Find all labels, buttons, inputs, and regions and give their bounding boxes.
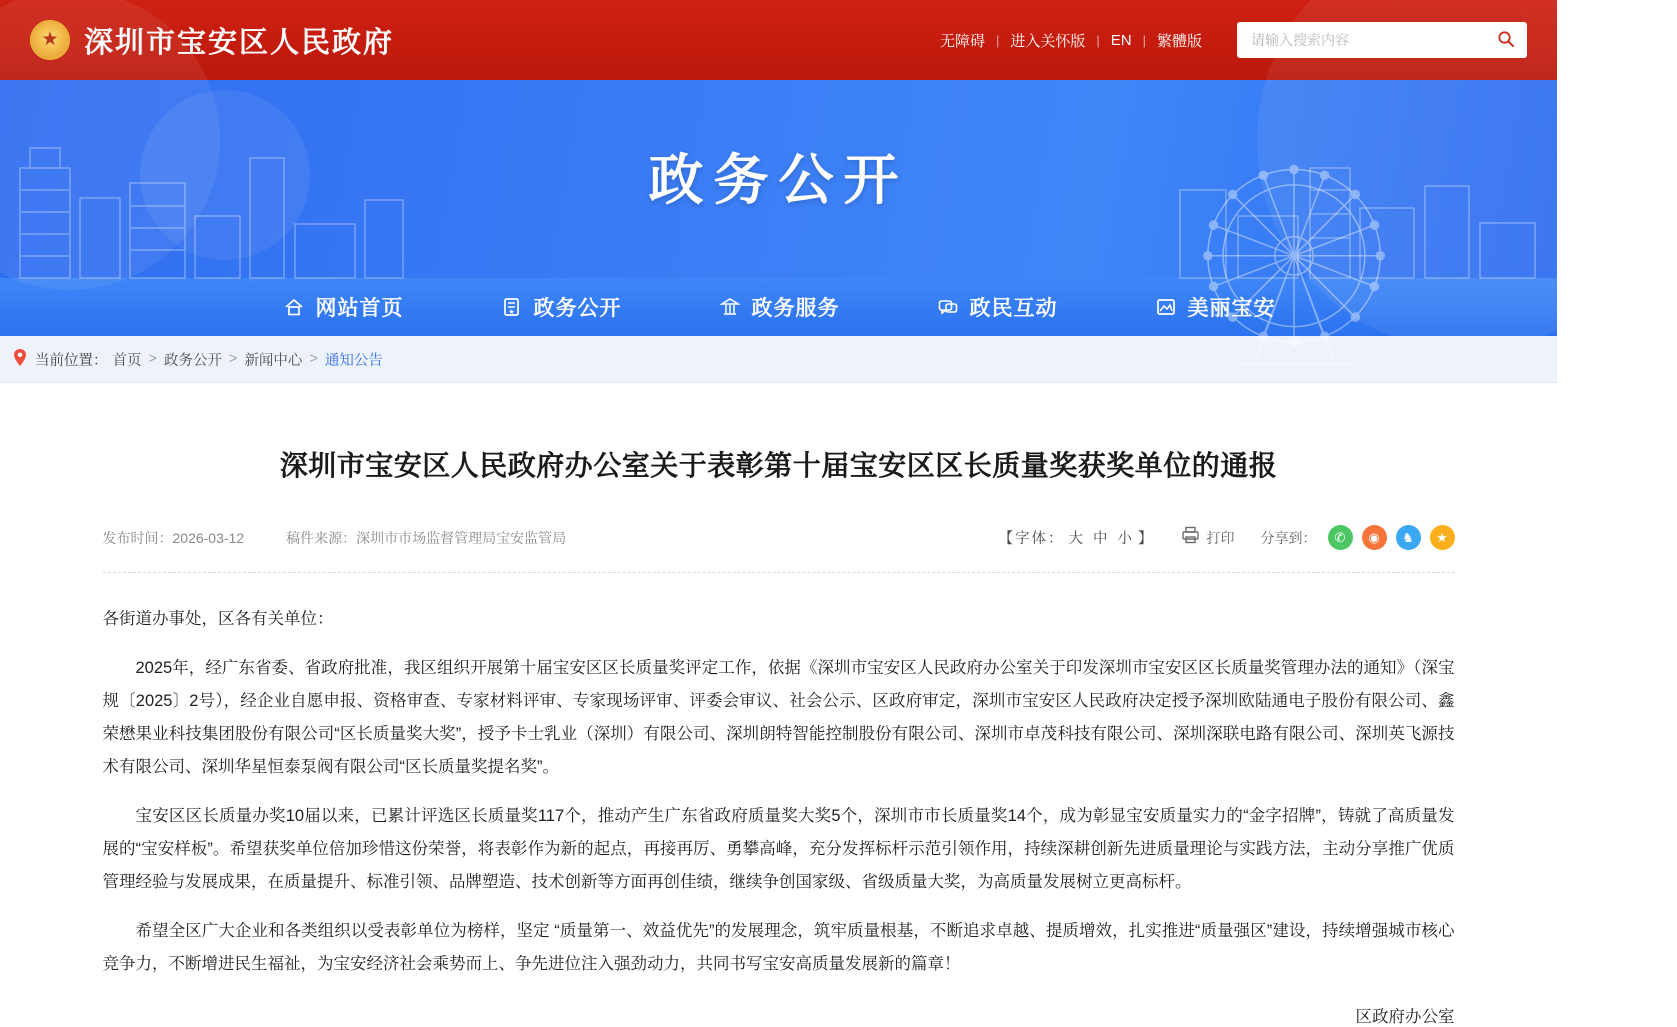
page-banner	[0, 80, 1557, 278]
english-version-link[interactable]: EN	[1110, 31, 1132, 49]
bank-icon	[718, 295, 742, 319]
nav-label: 政务公开	[533, 297, 622, 320]
font-size-large-button[interactable]: 大	[1068, 531, 1085, 547]
source	[286, 528, 566, 548]
nav-label: 政民互动	[969, 297, 1058, 320]
care-version-link[interactable]: 进入关怀版	[1010, 32, 1086, 50]
svg-text:★: ★	[507, 309, 516, 316]
accessibility-link[interactable]: 无障碍	[939, 32, 985, 50]
publish-time-label: 发布时间：	[102, 529, 173, 546]
article-signature: 区政府办公室	[1355, 1008, 1455, 1026]
document-star-icon	[500, 295, 524, 319]
nav-item-interaction[interactable]	[936, 292, 1058, 322]
article-paragraph: 2025年，经广东省委、省政府批准，我区组织开展第十届宝安区区长质量奖评定工作，依据《深圳市宝安区人民政府办公室关于印发深圳市宝安区区长质量奖管理办法的通知》（深宝规〔2025〕2号），经企业自愿申报、资格审查、专家材料评审、专家现场评审、评委会审议、社会公示、区政府审定，深圳市宝安区人民政府决定授予深圳欧陆通电子股份有限公司、鑫荣懋果业科技集团股份有限公司“区长质量奖大奖”，授予卡士乳业（深圳）有限公司、深圳朗特智能控制股份有限公司、深圳市卓茂科技有限公司、深圳深联电路有限公司、深圳英飞源技术有限公司、深圳华星恒泰泵阀有限公司“区长质量奖提名奖”。	[102, 659, 1455, 776]
breadcrumb-separator: >	[228, 351, 238, 367]
font-size-label: 【字体：	[998, 531, 1065, 547]
favorite-icon[interactable]: ★	[1430, 525, 1455, 550]
printer-icon	[1181, 526, 1200, 549]
header-utility-links	[929, 30, 1213, 51]
breadcrumb-item-announcements[interactable]: 通知公告	[324, 352, 383, 369]
home-icon	[282, 295, 306, 319]
nav-label: 美丽宝安	[1187, 297, 1276, 320]
link-separator: |	[995, 32, 1000, 48]
article-tools	[999, 525, 1455, 550]
font-size-small-button[interactable]: 小	[1117, 531, 1134, 547]
breadcrumb-separator: >	[309, 351, 318, 367]
publish-time	[103, 528, 245, 548]
article-container	[49, 383, 1509, 1027]
link-separator: |	[1096, 32, 1100, 48]
banner-title: 政务公开	[648, 149, 909, 211]
font-size-label-end: 】	[1138, 531, 1155, 547]
chat-icon	[936, 295, 960, 319]
breadcrumb-item-home[interactable]: 首页	[112, 352, 142, 369]
site-title: 深圳市宝安区人民政府	[84, 26, 395, 59]
breadcrumb-item-news-center[interactable]: 新闻中心	[244, 352, 303, 369]
breadcrumb-label: 当前位置：	[35, 352, 108, 369]
share-group	[1261, 525, 1455, 550]
print-button[interactable]	[1181, 526, 1235, 549]
link-separator: |	[1142, 32, 1146, 48]
nav-item-government-affairs[interactable]	[500, 292, 622, 322]
traditional-chinese-link[interactable]: 繁體版	[1156, 32, 1202, 50]
article-body	[97, 573, 1461, 981]
nav-label: 网站首页	[315, 297, 404, 320]
print-label: 打印	[1206, 529, 1235, 546]
page-title: 深圳市宝安区人民政府办公室关于表彰第十届宝安区区长质量奖获奖单位的通报	[279, 450, 1278, 481]
source-label: 稿件来源：	[286, 529, 357, 546]
font-size-medium-button[interactable]: 中	[1093, 531, 1110, 547]
image-icon	[1154, 295, 1178, 319]
source-value: 深圳市市场监督管理局宝安监管局	[356, 529, 567, 546]
nav-item-home[interactable]	[282, 292, 404, 322]
breadcrumb-separator: >	[148, 351, 157, 367]
article-paragraph: 希望全区广大企业和各类组织以受表彰单位为榜样，坚定 “质量第一、效益优先”的发展理念，筑牢质量根基，不断追求卓越、提质增效，扎实推进“质量强区”建设，持续增强城市核心竞争力，不断增进民生福祉，为宝安经济社会乘势而上、争先进位注入强劲动力，共同书写宝安高质量发展新的篇章！	[102, 922, 1455, 973]
font-size-control	[999, 527, 1155, 548]
article-paragraph: 宝安区区长质量办奖10届以来，已累计评选区长质量奖117个，推动产生广东省政府质量奖大奖5个，深圳市市长质量奖14个，成为彰显宝安质量实力的“金字招牌”，铸就了高质量发展的“宝安样板”。希望获奖单位倍加珍惜这份荣誉，将表彰作为新的起点，再接再厉、勇攀高峰，充分发挥标杆示范引领作用，持续深耕创新先进质量理论与实践方法，主动分享推广优质管理经验与发展成果，在质量提升、标准引领、品牌塑造、技术创新等方面再创佳绩，继续争创国家级、省级质量大奖，为高质量发展树立更高标杆。	[102, 807, 1455, 891]
article-paragraph-salutation: 各街道办事处，区各有关单位：	[102, 610, 334, 628]
qq-share-icon[interactable]: ♞	[1396, 525, 1421, 550]
share-label: 分享到：	[1260, 529, 1317, 546]
location-pin-icon	[12, 348, 28, 370]
publish-time-value: 2026-03-12	[172, 529, 245, 546]
breadcrumb-item-government-affairs[interactable]: 政务公开	[163, 352, 222, 369]
nav-label: 政务服务	[751, 297, 840, 320]
article-meta	[97, 525, 1461, 550]
nav-item-government-services[interactable]	[718, 292, 840, 322]
wechat-share-icon[interactable]: ✆	[1328, 525, 1353, 550]
weibo-share-icon[interactable]: ◉	[1362, 525, 1387, 550]
